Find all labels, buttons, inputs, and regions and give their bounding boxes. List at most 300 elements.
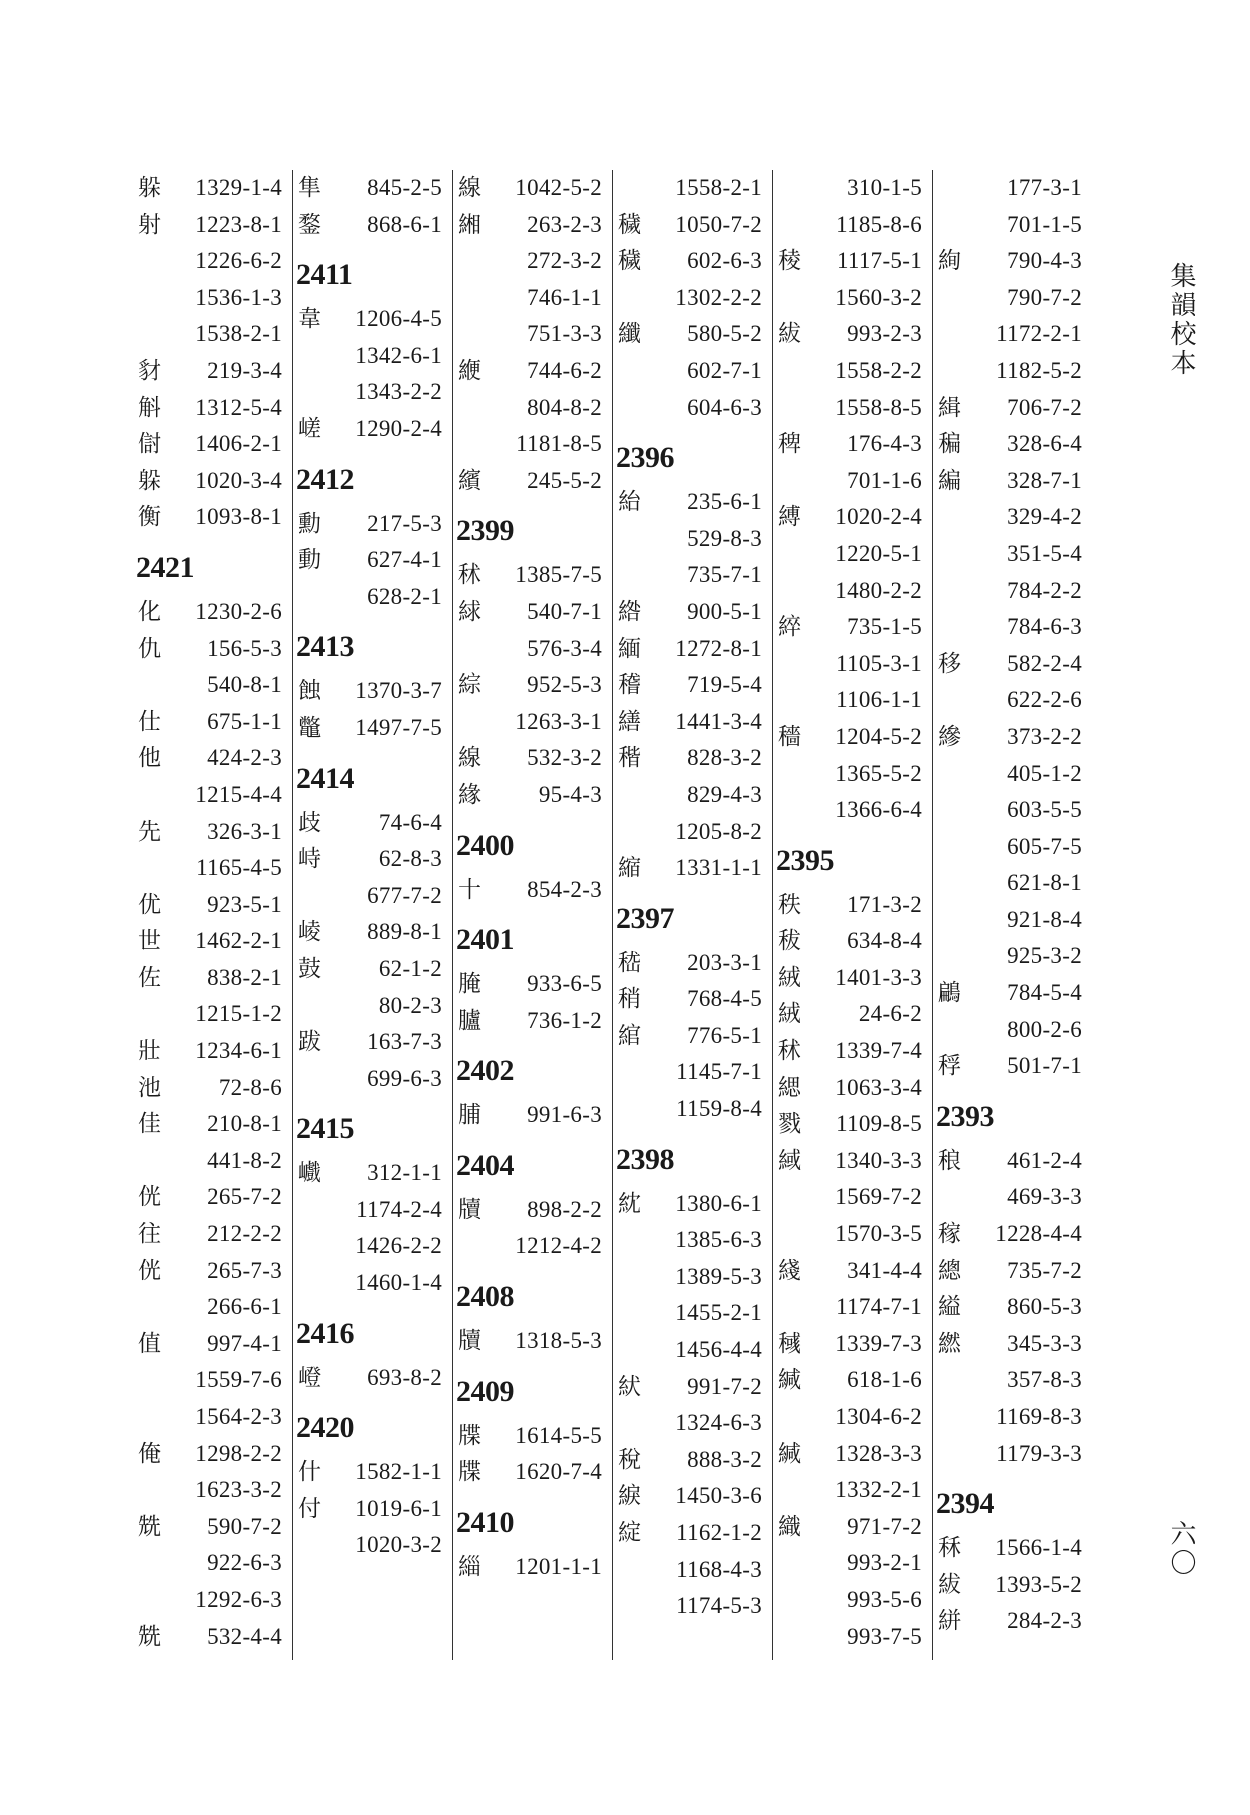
entry-reference: 1290-2-4	[355, 415, 442, 441]
entry-reference: 310-1-5	[847, 175, 922, 200]
entry-reference: 736-1-2	[527, 1007, 602, 1033]
index-entry	[134, 1582, 292, 1619]
index-entry	[134, 1399, 292, 1436]
index-entry	[454, 1097, 612, 1134]
index-entry	[774, 960, 932, 997]
index-entry	[454, 1418, 612, 1455]
entry-character: 稜	[778, 248, 801, 275]
index-entry	[294, 207, 452, 244]
group-number: 2415	[296, 1112, 354, 1146]
entry-character: 兟	[138, 1513, 161, 1540]
group-number: 2412	[296, 462, 354, 496]
index-entry	[934, 1012, 1092, 1049]
group-number: 2399	[456, 514, 514, 548]
entry-character: 付	[298, 1495, 321, 1522]
entry-reference: 1450-3-6	[675, 1483, 762, 1509]
index-entry	[454, 667, 612, 704]
index-entry	[774, 609, 932, 646]
entry-character: 紎	[618, 1373, 641, 1400]
group-number: 2398	[616, 1142, 674, 1176]
entry-reference: 828-3-2	[687, 745, 762, 771]
index-entry	[134, 1143, 292, 1180]
index-entry	[934, 1048, 1092, 1085]
entry-reference: 1093-8-1	[195, 504, 282, 530]
index-entry	[454, 631, 612, 668]
entry-character: 鍪	[298, 211, 321, 238]
index-entry	[774, 1399, 932, 1436]
index-entry	[294, 1024, 452, 1061]
entry-reference: 265-7-2	[207, 1184, 282, 1210]
entry-reference: 1401-3-3	[835, 964, 922, 990]
index-entry	[294, 411, 452, 448]
group-heading	[614, 887, 772, 945]
index-entry	[294, 914, 452, 951]
entry-character: 稂	[938, 1147, 961, 1174]
entry-reference: 1179-3-3	[996, 1440, 1082, 1466]
index-entry	[614, 1054, 772, 1091]
entry-reference: 719-5-4	[687, 672, 762, 698]
index-entry	[774, 536, 932, 573]
index-entry	[614, 1442, 772, 1479]
entry-character: 繽	[458, 467, 481, 494]
index-entry	[454, 557, 612, 594]
entry-character: 臚	[458, 1007, 481, 1034]
entry-reference: 1174-5-3	[676, 1593, 762, 1619]
index-entry	[134, 704, 292, 741]
index-entry	[774, 1509, 932, 1546]
index-entry	[454, 777, 612, 814]
entry-reference: 925-3-2	[1007, 943, 1082, 969]
entry-character: 衡	[138, 504, 161, 531]
entry-reference: 532-3-2	[527, 745, 602, 771]
entry-character: 仇	[138, 635, 161, 662]
index-entry	[454, 966, 612, 1003]
entry-reference: 744-6-2	[527, 357, 602, 383]
group-number: 2416	[296, 1316, 354, 1350]
entry-reference: 776-5-1	[687, 1022, 762, 1048]
entry-character: 縮	[618, 855, 641, 882]
entry-reference: 746-1-1	[527, 284, 602, 310]
entry-character: 牒	[458, 1422, 481, 1449]
index-entry	[934, 1253, 1092, 1290]
entry-reference: 1204-5-2	[835, 723, 922, 749]
entry-reference: 1145-7-1	[676, 1059, 762, 1085]
entry-character: 織	[778, 1513, 801, 1540]
group-heading	[614, 1128, 772, 1186]
index-column-3	[454, 170, 613, 1660]
index-entry	[614, 850, 772, 887]
entry-reference: 1174-7-1	[836, 1294, 922, 1320]
entry-reference: 1441-3-4	[675, 708, 762, 734]
entry-character: 佳	[138, 1111, 161, 1138]
index-entry	[294, 673, 452, 710]
entry-reference: 800-2-6	[1007, 1016, 1082, 1042]
index-entry	[774, 1106, 932, 1143]
group-heading	[454, 814, 612, 872]
entry-reference: 677-7-2	[367, 882, 442, 908]
entry-reference: 590-7-2	[207, 1513, 282, 1539]
entry-reference: 405-1-2	[1007, 760, 1082, 786]
entry-reference: 203-3-1	[687, 949, 762, 975]
entry-reference: 854-2-3	[527, 876, 602, 902]
index-entry	[614, 243, 772, 280]
entry-character: 值	[138, 1330, 161, 1357]
index-entry	[774, 499, 932, 536]
group-number: 2397	[616, 901, 674, 935]
entry-character: 十	[458, 876, 481, 903]
index-entry	[294, 542, 452, 579]
index-entry	[614, 777, 772, 814]
index-entry	[614, 631, 772, 668]
entry-character: 躲	[138, 467, 161, 494]
entry-character: 稅	[618, 1446, 641, 1473]
entry-reference: 1460-1-4	[355, 1270, 442, 1296]
index-entry	[934, 463, 1092, 500]
index-entry	[454, 170, 612, 207]
entry-character: 緎	[778, 1147, 801, 1174]
entry-character: 歧	[298, 809, 321, 836]
index-entry	[934, 719, 1092, 756]
entry-character: 稶	[778, 1330, 801, 1357]
index-entry	[774, 1545, 932, 1582]
index-entry	[934, 1216, 1092, 1253]
entry-reference: 1558-8-5	[835, 394, 922, 420]
index-entry	[614, 704, 772, 741]
entry-reference: 328-6-4	[1007, 431, 1082, 457]
index-entry	[774, 923, 932, 960]
index-entry	[134, 1436, 292, 1473]
group-number: 2400	[456, 828, 514, 862]
entry-reference: 1205-8-2	[675, 818, 762, 844]
entry-reference: 1020-2-4	[835, 504, 922, 530]
index-entry	[614, 316, 772, 353]
entry-character: 緗	[458, 211, 481, 238]
entry-character: 紱	[938, 1571, 961, 1598]
group-heading	[294, 615, 452, 673]
entry-reference: 1342-6-1	[355, 342, 442, 368]
entry-reference: 245-5-2	[527, 467, 602, 493]
entry-reference: 1019-6-1	[355, 1495, 442, 1521]
index-entry	[934, 646, 1092, 683]
entry-reference: 328-7-1	[1007, 467, 1082, 493]
entry-reference: 1538-2-1	[195, 321, 282, 347]
entry-reference: 1234-6-1	[195, 1038, 282, 1064]
entry-reference: 1159-8-4	[676, 1096, 762, 1122]
entry-reference: 1020-3-4	[195, 467, 282, 493]
entry-reference: 176-4-3	[847, 431, 922, 457]
index-entry	[774, 207, 932, 244]
entry-character: 緇	[458, 1553, 481, 1580]
entry-reference: 163-7-3	[367, 1029, 442, 1055]
index-entry	[454, 1228, 612, 1265]
index-entry	[134, 1619, 292, 1656]
entry-reference: 922-6-3	[207, 1550, 282, 1576]
index-entry	[774, 1582, 932, 1619]
entry-reference: 602-6-3	[687, 248, 762, 274]
entry-reference: 1215-1-2	[195, 1001, 282, 1027]
index-entry	[934, 682, 1092, 719]
entry-reference: 1339-7-3	[835, 1330, 922, 1356]
group-heading	[614, 426, 772, 484]
entry-reference: 1318-5-3	[515, 1328, 602, 1354]
index-entry	[294, 506, 452, 543]
entry-character: 他	[138, 745, 161, 772]
index-entry	[134, 1033, 292, 1070]
group-number: 2414	[296, 761, 354, 795]
index-entry	[134, 631, 292, 668]
index-entry	[134, 1362, 292, 1399]
entry-character: 嶝	[298, 1364, 321, 1391]
index-entry	[614, 1222, 772, 1259]
entry-reference: 95-4-3	[538, 781, 602, 807]
entry-reference: 441-8-2	[207, 1147, 282, 1173]
index-entry	[294, 805, 452, 842]
entry-reference: 1365-5-2	[835, 760, 922, 786]
entry-character: 綹	[618, 598, 641, 625]
index-column-6	[934, 170, 1092, 1660]
index-entry	[934, 1143, 1092, 1180]
index-entry	[134, 996, 292, 1033]
index-entry	[934, 353, 1092, 390]
index-column-4	[614, 170, 773, 1660]
index-entry	[294, 951, 452, 988]
entry-character: 斛	[138, 394, 161, 421]
index-entry	[614, 353, 772, 390]
index-entry	[294, 841, 452, 878]
index-entry	[614, 521, 772, 558]
index-entry	[134, 1545, 292, 1582]
index-entry	[614, 981, 772, 1018]
entry-reference: 701-1-6	[847, 467, 922, 493]
index-entry	[294, 301, 452, 338]
entry-reference: 605-7-5	[1007, 833, 1082, 859]
entry-reference: 868-6-1	[367, 211, 442, 237]
entry-reference: 1201-1-1	[515, 1553, 602, 1579]
entry-reference: 699-6-3	[367, 1065, 442, 1091]
index-entry	[134, 887, 292, 924]
index-entry	[454, 316, 612, 353]
group-number: 2396	[616, 441, 674, 475]
index-entry	[774, 353, 932, 390]
entry-reference: 1223-8-1	[195, 211, 282, 237]
index-entry	[774, 756, 932, 793]
entry-character: 線	[458, 745, 481, 772]
index-entry	[774, 1033, 932, 1070]
entry-reference: 1569-7-2	[835, 1184, 922, 1210]
group-heading	[454, 1360, 612, 1418]
entry-character: 豺	[138, 357, 161, 384]
entry-reference: 1370-3-7	[355, 678, 442, 704]
index-entry	[134, 170, 292, 207]
index-entry	[134, 316, 292, 353]
entry-character: 蝕	[298, 678, 321, 705]
index-entry	[134, 499, 292, 536]
entry-reference: 621-8-1	[1007, 870, 1082, 896]
entry-reference: 1220-5-1	[835, 540, 922, 566]
entry-reference: 219-3-4	[207, 357, 282, 383]
index-entry	[134, 594, 292, 631]
entry-reference: 1380-6-1	[675, 1190, 762, 1216]
index-entry	[774, 719, 932, 756]
entry-reference: 1185-8-6	[836, 211, 922, 237]
entry-reference: 628-2-1	[367, 583, 442, 609]
entry-reference: 80-2-3	[378, 992, 442, 1018]
index-entry	[134, 923, 292, 960]
entry-character: 絣	[938, 1608, 961, 1635]
group-heading	[294, 1396, 452, 1454]
entry-character: 緶	[458, 357, 481, 384]
entry-reference: 604-6-3	[687, 394, 762, 420]
entry-character: 韋	[298, 306, 321, 333]
entry-reference: 171-3-2	[847, 891, 922, 917]
entry-reference: 784-2-2	[1007, 577, 1082, 603]
index-entry	[454, 463, 612, 500]
index-entry	[934, 1179, 1092, 1216]
group-number: 2413	[296, 630, 354, 664]
entry-reference: 751-3-3	[527, 321, 602, 347]
index-entry	[134, 353, 292, 390]
group-number: 2393	[936, 1099, 994, 1133]
entry-character: 緘	[778, 1440, 801, 1467]
entry-reference: 1042-5-2	[515, 175, 602, 200]
entry-character: 稗	[778, 431, 801, 458]
index-entry	[294, 1360, 452, 1397]
entry-character: 縊	[938, 1294, 961, 1321]
index-entry	[934, 938, 1092, 975]
entry-reference: 784-5-4	[1007, 980, 1082, 1006]
index-entry	[454, 1454, 612, 1491]
entry-reference: 997-4-1	[207, 1330, 282, 1356]
group-heading	[454, 908, 612, 966]
index-entry	[134, 667, 292, 704]
entry-reference: 72-8-6	[218, 1074, 282, 1100]
entry-character: 編	[938, 467, 961, 494]
index-entry	[134, 1253, 292, 1290]
entry-reference: 266-6-1	[207, 1294, 282, 1320]
entry-reference: 618-1-6	[847, 1367, 922, 1393]
index-entry	[934, 426, 1092, 463]
group-heading	[294, 1097, 452, 1155]
index-entry	[454, 426, 612, 463]
entry-character: 池	[138, 1074, 161, 1101]
index-entry	[774, 792, 932, 829]
entry-reference: 212-2-2	[207, 1221, 282, 1247]
entry-reference: 326-3-1	[207, 818, 282, 844]
entry-character: 紿	[618, 489, 641, 516]
entry-reference: 1385-6-3	[675, 1227, 762, 1253]
entry-reference: 24-6-2	[858, 1001, 922, 1027]
index-entry	[134, 814, 292, 851]
entry-reference: 1328-3-3	[835, 1440, 922, 1466]
index-entry	[774, 1289, 932, 1326]
index-entry	[934, 1326, 1092, 1363]
index-entry	[134, 777, 292, 814]
entry-character: 俺	[138, 1440, 161, 1467]
entry-reference: 1339-7-4	[835, 1038, 922, 1064]
index-entry	[454, 1003, 612, 1040]
index-entry	[774, 1436, 932, 1473]
entry-reference: 1181-8-5	[516, 431, 602, 457]
entry-reference: 1332-2-1	[835, 1477, 922, 1503]
index-entry	[294, 1061, 452, 1098]
index-entry	[934, 902, 1092, 939]
index-entry	[774, 243, 932, 280]
entry-reference: 62-8-3	[378, 846, 442, 872]
group-number: 2410	[456, 1505, 514, 1539]
entry-reference: 1497-7-5	[355, 714, 442, 740]
entry-reference: 735-7-1	[687, 562, 762, 588]
entry-reference: 217-5-3	[367, 510, 442, 536]
entry-character: 佐	[138, 964, 161, 991]
index-entry	[614, 1332, 772, 1369]
entry-reference: 693-8-2	[367, 1364, 442, 1390]
index-entry	[294, 338, 452, 375]
group-heading	[454, 1134, 612, 1192]
entry-character: 稼	[938, 1221, 961, 1248]
entry-reference: 1480-2-2	[835, 577, 922, 603]
entry-character: 侊	[138, 1184, 161, 1211]
index-entry	[454, 1192, 612, 1229]
entry-character: 絢	[938, 248, 961, 275]
entry-reference: 1566-1-4	[995, 1535, 1082, 1561]
entry-character: 絨	[778, 1001, 801, 1028]
entry-reference: 768-4-5	[687, 986, 762, 1012]
entry-character: 秫	[778, 1038, 801, 1065]
entry-character: 牘	[458, 1328, 481, 1355]
index-column-5	[774, 170, 933, 1660]
index-entry	[934, 573, 1092, 610]
index-entry	[294, 710, 452, 747]
index-entry	[134, 1289, 292, 1326]
index-entry	[774, 573, 932, 610]
entry-reference: 501-7-1	[1007, 1053, 1082, 1079]
entry-character: 躲	[138, 175, 161, 201]
index-entry	[134, 1326, 292, 1363]
entry-reference: 675-1-1	[207, 708, 282, 734]
index-entry	[614, 280, 772, 317]
entry-reference: 1393-5-2	[995, 1571, 1082, 1597]
entry-character: 繎	[938, 1330, 961, 1357]
index-entry	[134, 1106, 292, 1143]
entry-character: 緘	[778, 1367, 801, 1394]
entry-character: 侊	[138, 1257, 161, 1284]
entry-character: 綰	[618, 1022, 641, 1049]
group-heading	[294, 1302, 452, 1360]
entry-reference: 1292-6-3	[195, 1586, 282, 1612]
group-number: 2409	[456, 1374, 514, 1408]
group-heading	[934, 1472, 1092, 1530]
index-entry	[934, 499, 1092, 536]
index-entry	[134, 1472, 292, 1509]
index-entry	[294, 1454, 452, 1491]
group-heading	[134, 536, 292, 594]
entry-reference: 1172-2-1	[996, 321, 1082, 347]
entry-character: 線	[458, 175, 481, 201]
entry-reference: 461-2-4	[1007, 1147, 1082, 1173]
entry-reference: 1230-2-6	[195, 598, 282, 624]
entry-reference: 634-8-4	[847, 928, 922, 954]
entry-character: 仕	[138, 708, 161, 735]
entry-character: 秡	[778, 928, 801, 955]
entry-reference: 1298-2-2	[195, 1440, 282, 1466]
index-entry	[934, 207, 1092, 244]
entry-character: 動	[298, 547, 321, 574]
entry-reference: 860-5-3	[1007, 1294, 1082, 1320]
index-entry	[774, 280, 932, 317]
entry-character: 世	[138, 928, 161, 955]
entry-reference: 1389-5-3	[675, 1263, 762, 1289]
entry-character: 先	[138, 818, 161, 845]
